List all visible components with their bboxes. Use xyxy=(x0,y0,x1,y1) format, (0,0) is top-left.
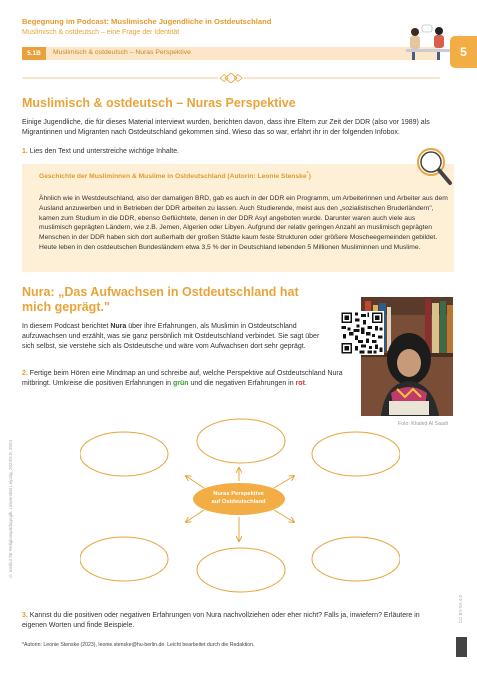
ornament-divider xyxy=(22,73,440,83)
red-word: rot xyxy=(295,380,305,387)
chapter-tab: 5 xyxy=(450,36,477,68)
mindmap-bubble-bottom-right xyxy=(312,537,400,581)
mindmap-bubble-top xyxy=(197,419,285,463)
task-1-number: 1. xyxy=(22,148,28,155)
module-badge: 5.1B xyxy=(22,47,46,60)
task-2: 2. Fertige beim Hören eine Mindmap an und schreibe auf, welche Perspektive auf Ostdeutschland Nura mitbringt. Umkreise die positiven Erfahrungen in grün und die negativen Erfahrungen in rot. xyxy=(22,370,343,387)
footnote: *Autorin: Leonie Stenske (2023), leonie.stenske@hu-berlin.de. Leicht bearbeitet durch die Redaktion. xyxy=(22,642,255,648)
task-1 xyxy=(22,148,179,155)
license-badge xyxy=(456,637,467,657)
mindmap-bubble-bottom xyxy=(197,548,285,592)
license-text: CC BY-SA 4.0 xyxy=(458,595,463,624)
intro-paragraph: Einige Jugendliche, die für dieses Material interviewt wurden, berichten davon, dass ihre Eltern zur Zeit der DDR (also vor 1989) als Migrantinnen und Migranten nach Ostdeutschland gekommen sind. Wieso das so war, erfahrt ihr in der folgenden Infobox. xyxy=(22,119,430,136)
side-copyright: © Institut für Religionspädagogik, Universität Leipzig, 2023/4.0, 2024 xyxy=(8,440,13,579)
section-heading-nura: Nura: „Das Aufwachsen in Ostdeutschland hat mich geprägt." xyxy=(22,285,299,314)
nura-name: Nura xyxy=(110,323,127,330)
qr-code[interactable] xyxy=(340,311,384,355)
infobox-text: Ähnlich wie in Westdeutschland, also der damaligen BRD, gab es auch in der DDR ein Programm, um Arbeiterinnen und Arbeiter aus dem Ausland anzuwerben und in Betrieben der DDR arbeiten zu lassen. Auch Studierende, meist aus den „sozialistischen Bruderländern", kamen zum Studium in die DDR, ebenso Geflüchtete, denen in der DDR Asyl angeboten wurde. Darunter waren auch viele aus muslimisch geprägten Ländern, wie z.B. Jemen, Algerien oder Libyen. Aufgrund der relativ geringen Anzahl an muslimisch geprägten Menschen in der DDR haben sich dort außerhalb der großen Städte kaum feste Strukturen oder größere Moscheegemeinden gebildet. Heute leben in den ostdeutschen Bundesländern etwa 3,5 % der in Deutschland lebenden 5 Millionen Musliminnen und Muslime. xyxy=(39,195,448,251)
module-label: Muslimisch & ostdeutsch – Nuras Perspektive xyxy=(53,49,191,56)
nura-paragraph: In diesem Podcast berichtet Nura über ihre Erfahrungen, als Muslimin in Ostdeutschland aufzuwachsen und erzählt, was sie ganz persönlich mit Ostdeutschland verbindet. Sie sagt über sich selbst, sie verstehe sich als Ostdeutsche und wäre vom Aufwachsen dort sehr geprägt. xyxy=(22,323,320,350)
mindmap-bubble-top-right xyxy=(312,432,400,476)
infobox-title: Geschichte der Musliminnen & Muslime in Ostdeutschland (Autorin: Leonie Stenske*) xyxy=(39,171,311,181)
header-title: Begegnung im Podcast: Muslimische Jugendliche in Ostdeutschland xyxy=(22,17,272,26)
green-word: grün xyxy=(172,380,189,387)
task-3: 3. Kannst du die positiven oder negativen Erfahrungen von Nura nachvollziehen oder eher nicht? Falls ja, inwiefern? Erläutere in eigenen Worten und finde Beispiele. xyxy=(22,612,420,629)
magnifier-icon xyxy=(414,145,454,187)
section-heading: Muslimisch & ostdeutsch – Nuras Perspektive xyxy=(22,96,296,110)
mindmap-center-label: Nuras Perspektive auf Ostdeutschland xyxy=(211,491,266,505)
mindmap-bubble-bottom-left xyxy=(80,537,168,581)
photo-credit: Foto: Khaled Al Saadi xyxy=(398,421,448,427)
header-subtitle: Muslimisch & ostdeutsch – eine Frage der Identität xyxy=(22,29,180,36)
mindmap-bubble-top-left xyxy=(80,432,168,476)
task-1-text: Lies den Text und unterstreiche wichtige Inhalte. xyxy=(29,148,180,155)
people-illustration xyxy=(404,23,452,61)
